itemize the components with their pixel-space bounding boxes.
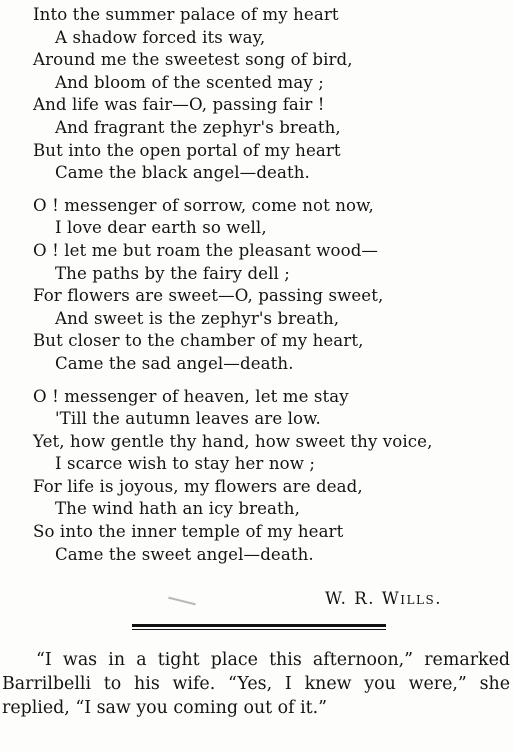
poem-line: Came the sweet angel—death. [55, 544, 314, 564]
poem-line: For life is joyous, my flowers are dead, [33, 476, 363, 496]
poem-line: But into the open portal of my heart [33, 140, 341, 160]
section-divider-thin [132, 629, 386, 630]
anecdote-paragraph: “I was in a tight place this afternoon,” remarked Barrilbelli to his wife. “Yes, I knew you were,” she replied, “I saw you coming out of it.” [2, 650, 510, 718]
poem-line: But closer to the chamber of my heart, [33, 331, 364, 351]
poem [33, 4, 508, 576]
poem-line: 'Till the autumn leaves are low. [55, 409, 321, 429]
poem-signature [325, 588, 442, 610]
anecdote [2, 648, 510, 720]
poem-line: And life was fair—O, passing fair ! [33, 95, 325, 115]
poem-line: Came the sad angel—death. [55, 353, 294, 373]
poem-line: For flowers are sweet—O, passing sweet, [33, 286, 384, 306]
poem-stanza-3 [33, 386, 508, 567]
signature-initials: W. R. [325, 589, 382, 608]
poem-stanza-2 [33, 195, 508, 376]
poem-line: O ! messenger of sorrow, come not now, [33, 195, 374, 215]
poem-line: O ! messenger of heaven, let me stay [33, 386, 349, 406]
poem-stanza-1 [33, 4, 508, 185]
poem-line: And sweet is the zephyr's breath, [55, 308, 340, 328]
poem-line: Came the black angel—death. [55, 163, 310, 183]
poem-line: Yet, how gentle thy hand, how sweet thy voice, [33, 431, 433, 451]
poem-line: The wind hath an icy breath, [55, 499, 300, 519]
poem-line: And bloom of the scented may ; [55, 72, 324, 92]
poem-line: Into the summer palace of my heart [33, 5, 339, 24]
poem-line: O ! let me but roam the pleasant wood— [33, 240, 379, 260]
poem-line: I love dear earth so well, [55, 218, 267, 238]
poem-line: So into the inner temple of my heart [33, 522, 344, 542]
poem-line: A shadow forced its way, [55, 27, 266, 47]
section-divider-thick [132, 624, 386, 627]
ink-smudge [168, 597, 196, 606]
signature-surname: Wills. [381, 589, 442, 608]
poem-line: And fragrant the zephyr's breath, [55, 117, 341, 137]
poem-line: I scarce wish to stay her now ; [55, 454, 316, 474]
poem-line: Around me the sweetest song of bird, [33, 50, 353, 70]
poem-line: The paths by the fairy dell ; [55, 263, 290, 283]
